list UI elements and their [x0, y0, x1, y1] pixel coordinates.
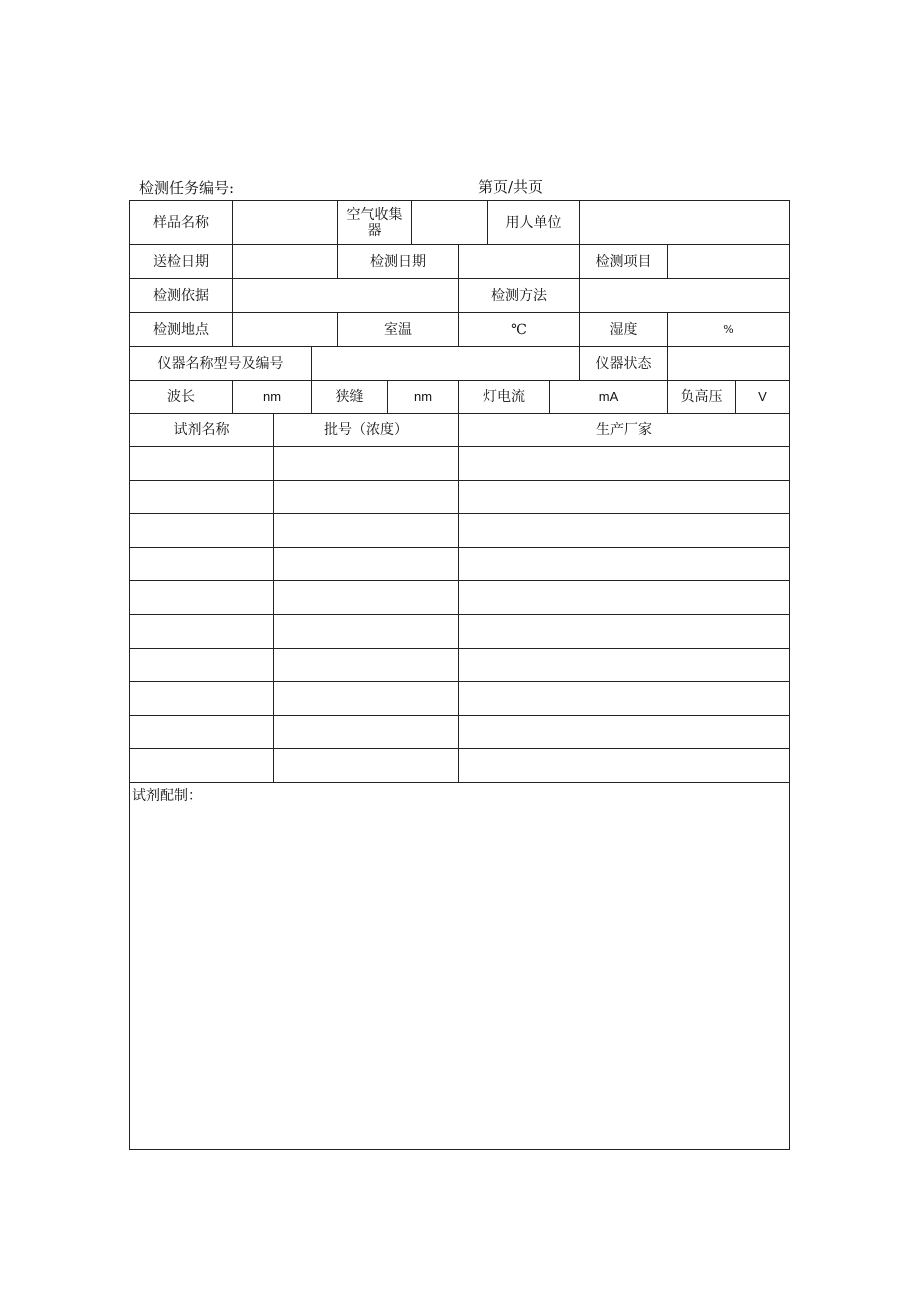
- test-method-field[interactable]: [579, 278, 790, 312]
- manufacturer-cell[interactable]: [458, 513, 790, 547]
- percent-unit: %: [723, 322, 734, 336]
- batch-number-cell[interactable]: [273, 580, 458, 614]
- manufacturer-cell[interactable]: [458, 446, 790, 480]
- batch-number-cell[interactable]: [273, 480, 458, 513]
- sample-name-field[interactable]: [232, 200, 337, 244]
- user-unit-field[interactable]: [579, 200, 790, 244]
- reagent-name-cell[interactable]: [129, 547, 273, 580]
- manufacturer-cell[interactable]: [458, 480, 790, 513]
- test-item-field[interactable]: [667, 244, 790, 278]
- submit-date-label: 送检日期: [129, 244, 232, 278]
- batch-number-cell[interactable]: [273, 446, 458, 480]
- test-date-field[interactable]: [458, 244, 579, 278]
- air-collector-field[interactable]: [411, 200, 487, 244]
- voltage-unit: V: [758, 389, 767, 404]
- submit-date-field[interactable]: [232, 244, 337, 278]
- humidity-field[interactable]: [667, 312, 790, 346]
- reagent-name-cell[interactable]: [129, 648, 273, 681]
- test-item-label: 检测项目: [579, 244, 667, 278]
- manufacturer-header: 生产厂家: [458, 413, 790, 446]
- manufacturer-cell[interactable]: [458, 614, 790, 648]
- slit-field[interactable]: [387, 380, 458, 413]
- test-method-label: 检测方法: [458, 278, 579, 312]
- reagent-name-cell[interactable]: [129, 446, 273, 480]
- task-number-label: 检测任务编号:: [139, 179, 235, 197]
- lamp-current-unit: mA: [598, 389, 619, 404]
- test-record-form: [129, 200, 790, 1150]
- wavelength-label: 波长: [129, 380, 232, 413]
- test-basis-field[interactable]: [232, 278, 458, 312]
- manufacturer-cell[interactable]: [458, 748, 790, 782]
- celsius-unit: ℃: [511, 321, 527, 338]
- reagent-name-cell[interactable]: [129, 748, 273, 782]
- reagent-name-cell[interactable]: [129, 513, 273, 547]
- sample-name-label: 样品名称: [129, 200, 232, 244]
- user-unit-label: 用人单位: [487, 200, 579, 244]
- instrument-model-field[interactable]: [311, 346, 579, 380]
- reagent-name-cell[interactable]: [129, 580, 273, 614]
- lamp-current-field[interactable]: [549, 380, 667, 413]
- manufacturer-cell[interactable]: [458, 681, 790, 715]
- reagent-name-cell[interactable]: [129, 480, 273, 513]
- batch-number-cell[interactable]: [273, 681, 458, 715]
- reagent-name-cell[interactable]: [129, 715, 273, 748]
- reagent-name-cell[interactable]: [129, 614, 273, 648]
- room-temperature-field[interactable]: [458, 312, 579, 346]
- test-basis-label: 检测依据: [129, 278, 232, 312]
- slit-label: 狭缝: [311, 380, 387, 413]
- reagent-preparation-label: 试剂配制：: [132, 788, 202, 804]
- lamp-current-label: 灯电流: [458, 380, 549, 413]
- negative-high-voltage-label: 负高压: [667, 380, 735, 413]
- batch-number-cell[interactable]: [273, 715, 458, 748]
- batch-number-cell[interactable]: [273, 513, 458, 547]
- batch-number-cell[interactable]: [273, 748, 458, 782]
- humidity-label: 湿度: [579, 312, 667, 346]
- batch-number-cell[interactable]: [273, 547, 458, 580]
- air-collector-label: 空气收集器: [346, 206, 403, 239]
- room-temperature-label: 室温: [337, 312, 458, 346]
- test-location-label: 检测地点: [129, 312, 232, 346]
- instrument-status-label: 仪器状态: [579, 346, 667, 380]
- wavelength-unit: nm: [262, 389, 282, 404]
- manufacturer-cell[interactable]: [458, 715, 790, 748]
- page-number-label: 第页/共页: [478, 178, 544, 196]
- instrument-model-label: 仪器名称型号及编号: [129, 346, 311, 380]
- reagent-name-cell[interactable]: [129, 681, 273, 715]
- batch-number-cell[interactable]: [273, 648, 458, 681]
- test-date-label: 检测日期: [337, 244, 458, 278]
- batch-number-header: 批号（浓度）: [273, 413, 458, 446]
- slit-unit: nm: [413, 389, 433, 404]
- wavelength-field[interactable]: [232, 380, 311, 413]
- instrument-status-field[interactable]: [667, 346, 790, 380]
- reagent-name-header: 试剂名称: [129, 413, 273, 446]
- manufacturer-cell[interactable]: [458, 648, 790, 681]
- test-location-field[interactable]: [232, 312, 337, 346]
- reagent-preparation-area[interactable]: [129, 782, 790, 1150]
- manufacturer-cell[interactable]: [458, 547, 790, 580]
- negative-high-voltage-field[interactable]: [735, 380, 790, 413]
- batch-number-cell[interactable]: [273, 614, 458, 648]
- manufacturer-cell[interactable]: [458, 580, 790, 614]
